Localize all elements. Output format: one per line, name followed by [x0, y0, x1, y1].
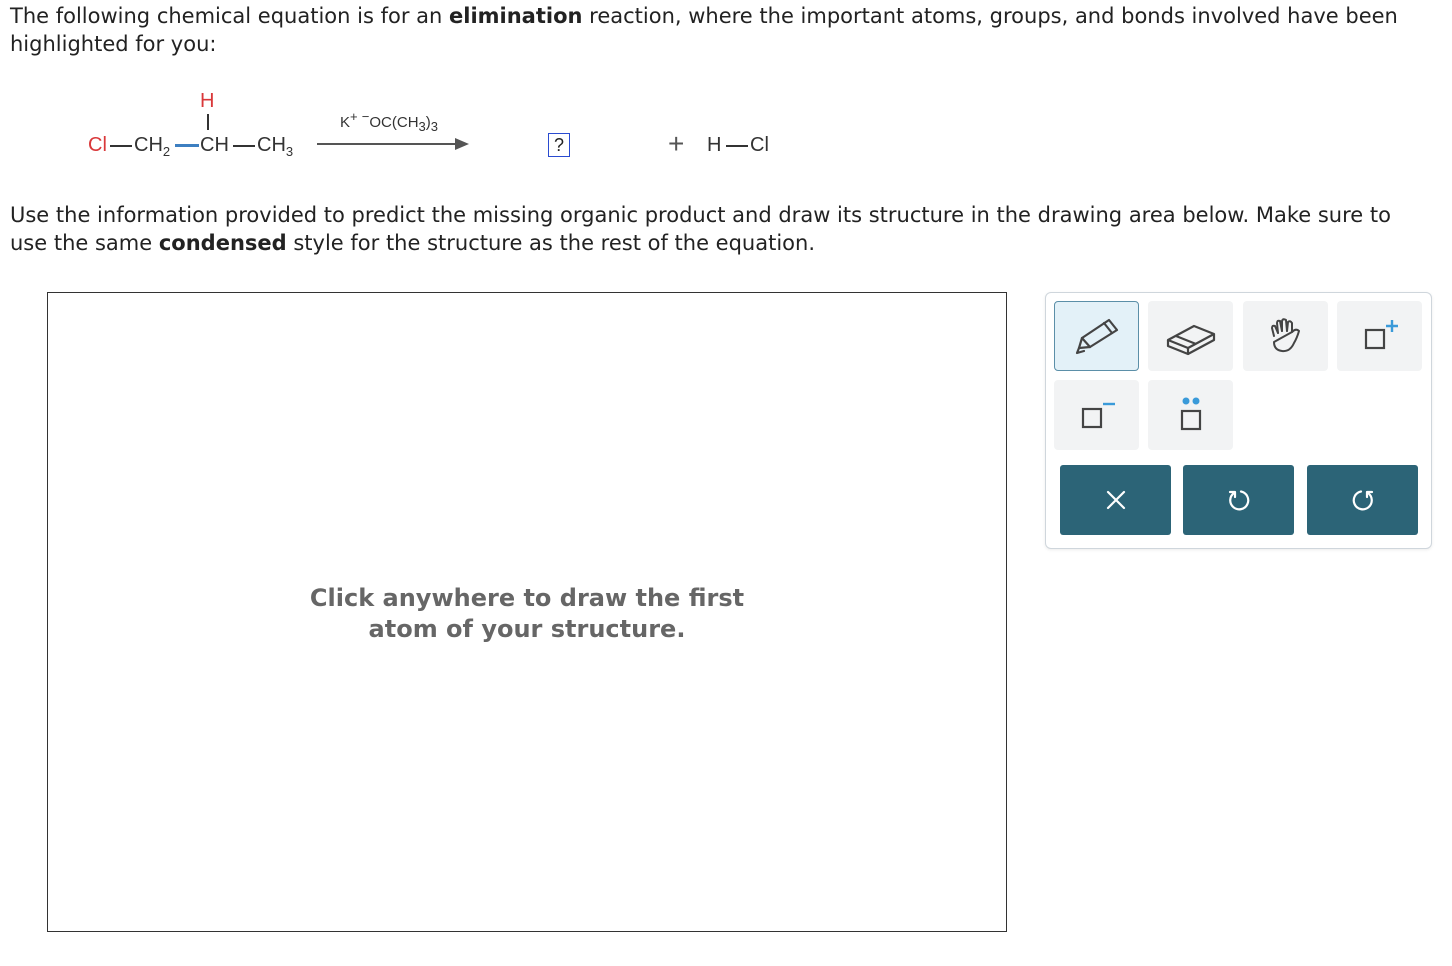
instructions-text-end: style for the structure as the rest of the equation. — [286, 231, 816, 255]
bond-ch-ch3 — [233, 145, 255, 147]
intro-bold-elimination: elimination — [449, 4, 583, 28]
hcl-h-atom: H — [707, 134, 722, 156]
cl-atom: Cl — [88, 134, 107, 156]
intro-text-end: reaction, where the important atoms, groups, and bonds involved have been highlighted for you: — [10, 4, 1398, 56]
reaction-arrow — [317, 143, 457, 145]
bond-cl-ch2 — [110, 145, 132, 147]
redo-button[interactable] — [1307, 465, 1418, 535]
pencil-icon — [1071, 316, 1123, 356]
ch2-group: $CH_2$ — [134, 134, 171, 159]
lone-pair-icon — [1169, 393, 1213, 437]
drawing-hint — [48, 583, 1006, 645]
undo-icon — [1226, 487, 1252, 513]
reaction-arrow-head — [455, 138, 469, 150]
ch-group: CH — [200, 134, 229, 156]
hcl-cl-atom: Cl — [750, 134, 769, 156]
bond-ch-h — [207, 114, 209, 130]
undo-button[interactable] — [1183, 465, 1294, 535]
reagent-label: K+ $^-OC(CH_3)_3$ — [340, 109, 439, 134]
instructions-text: Use the information provided to predict the missing organic product and draw its structure in the drawing area below. Make sure to use the same — [10, 203, 1391, 255]
remove-charge-icon — [1075, 395, 1119, 435]
instructions-bold-condensed: condensed — [158, 231, 287, 255]
hint-line-1: Click anywhere to draw the first — [309, 584, 745, 612]
hand-tool-button[interactable] — [1243, 301, 1328, 371]
lone-pair-button[interactable] — [1148, 380, 1233, 450]
remove-charge-button[interactable] — [1054, 380, 1139, 450]
eraser-tool-button[interactable] — [1148, 301, 1233, 371]
drawing-toolbar — [1045, 292, 1432, 549]
eraser-icon — [1162, 316, 1220, 356]
unknown-product-box: ? — [548, 133, 570, 157]
ch3-group: $CH_3$ — [257, 134, 294, 159]
add-charge-icon — [1358, 316, 1402, 356]
bond-h-cl — [726, 145, 748, 147]
question-intro — [10, 2, 1410, 58]
clear-icon — [1104, 488, 1128, 512]
intro-text: The following chemical equation is for an — [10, 4, 449, 28]
hand-icon — [1264, 316, 1308, 356]
clear-button[interactable] — [1060, 465, 1171, 535]
add-charge-button[interactable] — [1337, 301, 1422, 371]
plus-sign: + — [668, 128, 685, 159]
bond-ch2-ch-highlighted — [175, 144, 199, 147]
pencil-tool-button[interactable] — [1054, 301, 1139, 371]
h-atom-top: H — [200, 90, 215, 112]
drawing-area[interactable] — [47, 292, 1007, 932]
question-instructions — [10, 201, 1430, 257]
hint-line-2: atom of your structure. — [368, 615, 686, 643]
redo-icon — [1350, 487, 1376, 513]
